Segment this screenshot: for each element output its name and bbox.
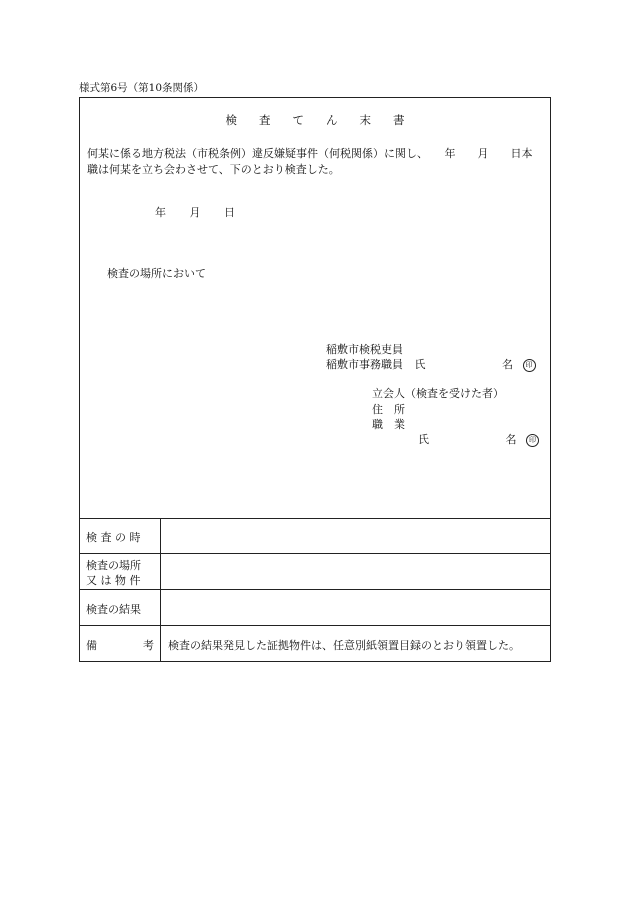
table-row-time — [80, 518, 550, 554]
result-label: 検査の結果 — [80, 590, 161, 625]
title-char: 書 — [393, 113, 405, 127]
witness-occupation-label: 職 業 — [372, 418, 405, 431]
place-label: 検査の場所 又 は 物 件 — [80, 554, 161, 589]
title-char: 末 — [359, 113, 371, 127]
document-frame — [79, 97, 551, 662]
name-label-mei: 名 — [505, 433, 517, 446]
name-label-mei: 名 — [502, 358, 513, 371]
body-text-line-2: 職は何某を立ち会わさせて、下のとおり検査した。 — [87, 163, 340, 176]
inspector-title: 稲敷市検税吏員 — [326, 343, 403, 356]
time-label: 検 査 の 時 — [80, 518, 161, 553]
name-label-shi: 氏 — [414, 358, 426, 371]
title-char: ん — [326, 113, 338, 127]
body-text-line-1: 何某に係る地方税法（市税条例）違反嫌疑事件（何税関係）に関し、 年 月 日本 — [87, 147, 533, 160]
table-row-place — [80, 554, 550, 590]
witness-address-label: 住 所 — [372, 403, 405, 416]
table-row-remarks — [80, 626, 550, 662]
seal-icon: 印 — [523, 359, 536, 372]
title-char: 査 — [259, 113, 271, 127]
witness-name-line — [418, 431, 539, 447]
title-char: て — [292, 113, 304, 127]
witness-title: 立会人（検査を受けた者） — [372, 387, 504, 400]
statement-section — [80, 98, 550, 519]
clerk-line — [326, 356, 536, 372]
name-label-shi: 氏 — [418, 433, 429, 446]
place-text: 検査の場所において — [107, 267, 206, 280]
seal-icon: 印 — [526, 434, 539, 447]
title-char: 検 — [225, 113, 237, 127]
record-table — [80, 518, 550, 662]
clerk-title: 稲敷市事務職員 — [326, 358, 403, 371]
form-number-label: 様式第6号（第10条関係） — [79, 82, 205, 94]
remarks-label: 備 考 — [80, 626, 161, 662]
date-day: 日 — [224, 206, 235, 219]
remarks-value: 検査の結果発見した証拠物件は、任意別紙領置目録のとおり領置した。 — [168, 639, 520, 652]
date-year: 年 — [155, 206, 166, 219]
date-month: 月 — [189, 206, 201, 219]
date-line — [155, 204, 235, 220]
table-row-result — [80, 590, 550, 626]
document-title — [80, 112, 550, 128]
